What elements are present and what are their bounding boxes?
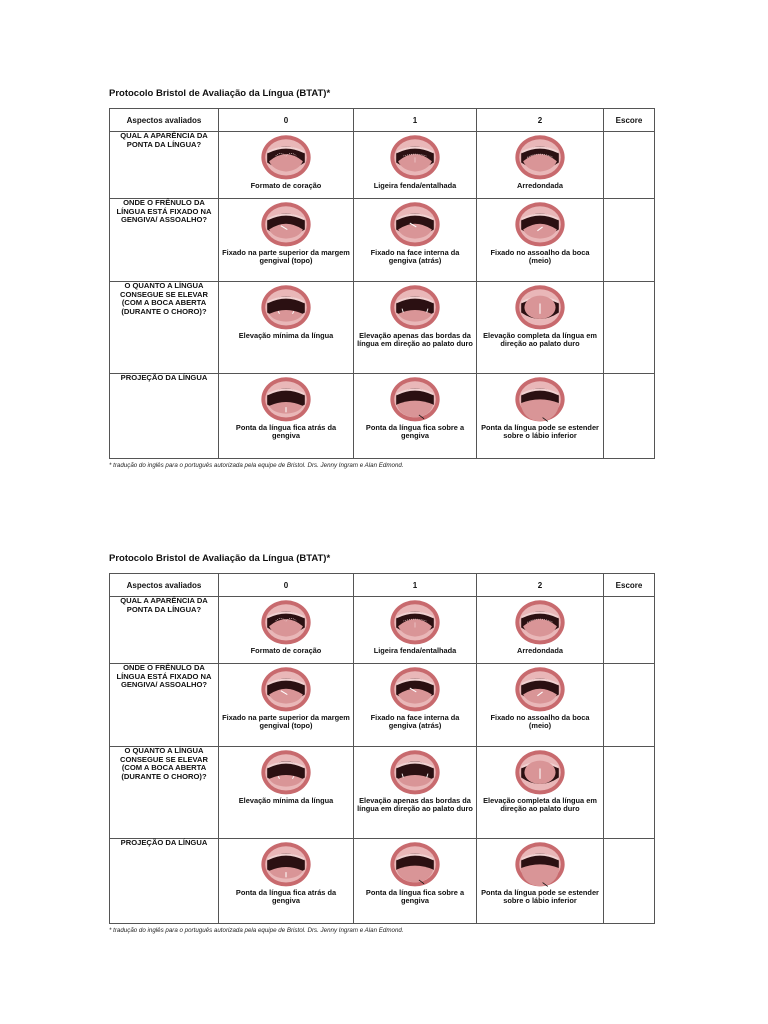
mouth-illustration-icon — [514, 599, 566, 647]
option-cell — [219, 132, 354, 199]
table-row — [110, 839, 655, 924]
aspect-label: QUAL A APARÊNCIA DA PONTA DA LÍNGUA? — [110, 132, 219, 199]
option-caption: Ponta da língua fica sobre a gengiva — [365, 423, 465, 441]
option-cell — [354, 597, 477, 664]
option-cell — [354, 199, 477, 282]
option-cell — [477, 374, 604, 459]
option-cell — [477, 597, 604, 664]
aspect-label: QUAL A APARÊNCIA DA PONTA DA LÍNGUA? — [110, 597, 219, 664]
table-row — [110, 597, 655, 664]
table-header-row — [110, 574, 655, 597]
option-caption: Formato de coração — [250, 646, 322, 655]
option-cell — [354, 839, 477, 924]
option-caption: Fixado na parte superior da margem gengival (topo) — [222, 248, 350, 266]
mouth-illustration-icon — [389, 666, 441, 714]
table-row — [110, 374, 655, 459]
aspect-label: PROJEÇÃO DA LÍNGUA — [110, 374, 219, 459]
option-caption: Elevação completa da língua em direção ao palato duro — [483, 331, 597, 349]
aspect-label: ONDE O FRÊNULO DA LÍNGUA ESTÁ FIXADO NA GENGIVA/ ASSOALHO? — [110, 199, 219, 282]
option-caption: Formato de coração — [250, 181, 322, 190]
protocol-title: Protocolo Bristol de Avaliação da Língua (BTAT)* — [109, 553, 331, 564]
option-cell — [477, 839, 604, 924]
table-row — [110, 747, 655, 839]
option-cell — [477, 664, 604, 747]
option-cell — [219, 199, 354, 282]
option-caption: Fixado no assoalho da boca (meio) — [490, 713, 590, 731]
option-cell — [477, 199, 604, 282]
header-score-1: 1 — [354, 574, 477, 597]
option-caption: Elevação mínima da língua — [238, 331, 334, 340]
option-cell — [219, 282, 354, 374]
mouth-illustration-icon — [514, 376, 566, 424]
option-caption: Ponta da língua fica atrás da gengiva — [235, 888, 337, 906]
footnote: * tradução do inglês para o português autorizada pela equipe de Bristol. Drs. Jenny Ingram e Alan Edmond. — [109, 927, 404, 934]
option-caption: Arredondada — [517, 646, 563, 655]
option-caption: Fixado na parte superior da margem gengival (topo) — [222, 713, 350, 731]
mouth-illustration-icon — [260, 599, 312, 647]
aspect-label: ONDE O FRÊNULO DA LÍNGUA ESTÁ FIXADO NA GENGIVA/ ASSOALHO? — [110, 664, 219, 747]
option-caption: Elevação mínima da língua — [238, 796, 334, 805]
mouth-illustration-icon — [389, 284, 441, 332]
mouth-illustration-icon — [260, 841, 312, 889]
mouth-illustration-icon — [514, 749, 566, 797]
option-caption: Fixado no assoalho da boca (meio) — [490, 248, 590, 266]
footnote: * tradução do inglês para o português autorizada pela equipe de Bristol. Drs. Jenny Ingram e Alan Edmond. — [109, 462, 404, 469]
option-caption: Ligeira fenda/entalhada — [373, 181, 457, 190]
header-escore: Escore — [604, 109, 655, 132]
header-aspects: Aspectos avaliados — [110, 574, 219, 597]
option-cell — [354, 664, 477, 747]
score-cell[interactable] — [604, 132, 655, 199]
table-row — [110, 132, 655, 199]
mouth-illustration-icon — [260, 666, 312, 714]
option-cell — [219, 664, 354, 747]
mouth-illustration-icon — [514, 841, 566, 889]
option-caption: Arredondada — [517, 181, 563, 190]
score-cell[interactable] — [604, 597, 655, 664]
option-cell — [354, 282, 477, 374]
table-row — [110, 282, 655, 374]
btat-table — [109, 108, 655, 459]
option-caption: Ponta da língua fica sobre a gengiva — [365, 888, 465, 906]
mouth-illustration-icon — [260, 201, 312, 249]
mouth-illustration-icon — [389, 376, 441, 424]
btat-table — [109, 573, 655, 924]
mouth-illustration-icon — [389, 134, 441, 182]
option-caption: Elevação apenas das bordas da língua em direção ao palato duro — [357, 331, 473, 349]
mouth-illustration-icon — [389, 599, 441, 647]
mouth-illustration-icon — [260, 134, 312, 182]
header-score-0: 0 — [219, 109, 354, 132]
score-cell[interactable] — [604, 747, 655, 839]
table-row — [110, 664, 655, 747]
option-cell — [354, 374, 477, 459]
option-caption: Fixado na face interna da gengiva (atrás) — [370, 248, 460, 266]
score-cell[interactable] — [604, 664, 655, 747]
option-caption: Ponta da língua pode se estender sobre o lábio inferior — [481, 888, 599, 906]
score-cell[interactable] — [604, 199, 655, 282]
mouth-illustration-icon — [514, 134, 566, 182]
option-cell — [477, 282, 604, 374]
mouth-illustration-icon — [260, 376, 312, 424]
option-caption: Fixado na face interna da gengiva (atrás) — [370, 713, 460, 731]
header-score-1: 1 — [354, 109, 477, 132]
header-score-2: 2 — [477, 109, 604, 132]
mouth-illustration-icon — [514, 284, 566, 332]
mouth-illustration-icon — [389, 749, 441, 797]
table-header-row — [110, 109, 655, 132]
option-caption: Elevação completa da língua em direção ao palato duro — [483, 796, 597, 814]
aspect-label: O QUANTO A LÍNGUA CONSEGUE SE ELEVAR (COM A BOCA ABERTA (DURANTE O CHORO)? — [110, 282, 219, 374]
aspect-label: O QUANTO A LÍNGUA CONSEGUE SE ELEVAR (COM A BOCA ABERTA (DURANTE O CHORO)? — [110, 747, 219, 839]
header-escore: Escore — [604, 574, 655, 597]
score-cell[interactable] — [604, 839, 655, 924]
header-score-0: 0 — [219, 574, 354, 597]
score-cell[interactable] — [604, 282, 655, 374]
option-cell — [354, 747, 477, 839]
option-caption: Elevação apenas das bordas da língua em direção ao palato duro — [357, 796, 473, 814]
option-caption: Ponta da língua pode se estender sobre o lábio inferior — [481, 423, 599, 441]
header-score-2: 2 — [477, 574, 604, 597]
score-cell[interactable] — [604, 374, 655, 459]
option-cell — [477, 747, 604, 839]
option-cell — [219, 597, 354, 664]
option-cell — [354, 132, 477, 199]
table-row — [110, 199, 655, 282]
protocol-title: Protocolo Bristol de Avaliação da Língua (BTAT)* — [109, 88, 331, 99]
mouth-illustration-icon — [514, 201, 566, 249]
header-aspects: Aspectos avaliados — [110, 109, 219, 132]
option-cell — [219, 839, 354, 924]
mouth-illustration-icon — [260, 284, 312, 332]
aspect-label: PROJEÇÃO DA LÍNGUA — [110, 839, 219, 924]
option-cell — [477, 132, 604, 199]
option-caption: Ponta da língua fica atrás da gengiva — [235, 423, 337, 441]
option-caption: Ligeira fenda/entalhada — [373, 646, 457, 655]
mouth-illustration-icon — [389, 201, 441, 249]
mouth-illustration-icon — [514, 666, 566, 714]
mouth-illustration-icon — [260, 749, 312, 797]
option-cell — [219, 747, 354, 839]
option-cell — [219, 374, 354, 459]
mouth-illustration-icon — [389, 841, 441, 889]
